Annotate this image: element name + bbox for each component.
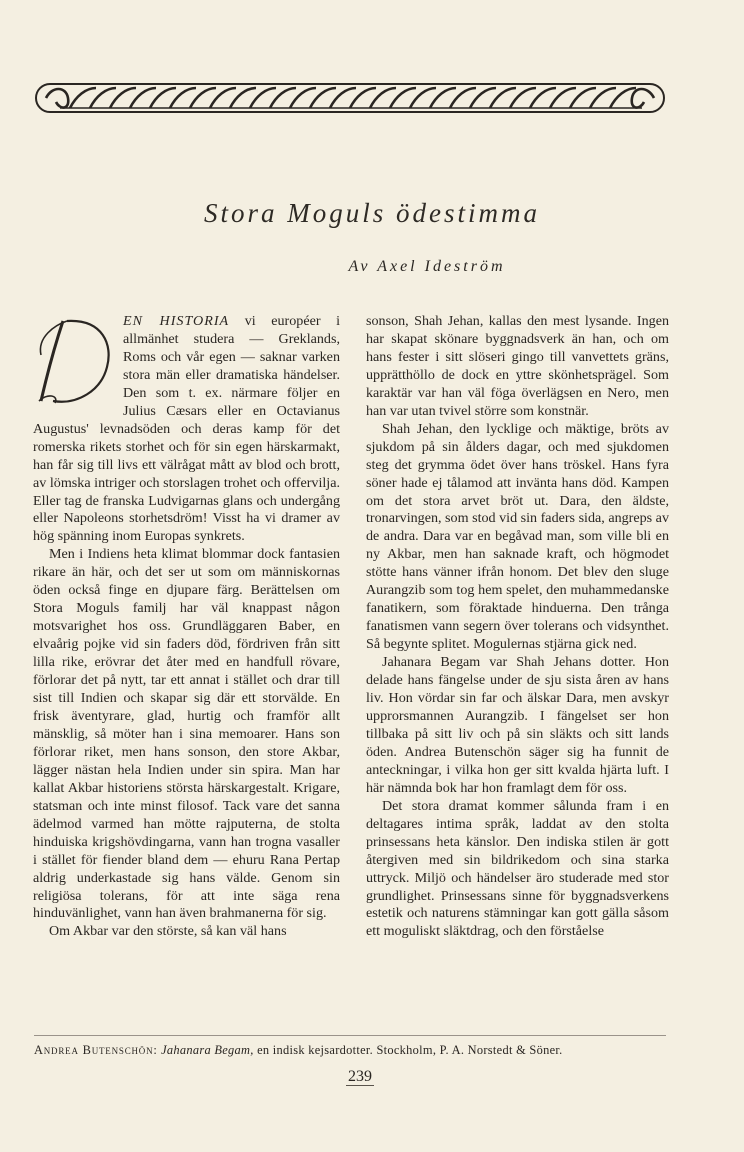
paragraph: Det stora dramat kommer sålunda fram i en deltagares intima språk, laddat av den stolta prinsessans heta känslor. Den indiska stilen är gott återgiven med sin bildrikedom och sina starka uttryck. Miljö och händelser äro studerade med stor grundlighet. Prinsessans sinne för byggnadsverkens estetik och naturens stämningar kan gott gälla såsom ett moguliskt släktdrag, och den förståelse — [366, 797, 669, 940]
footnote-author: Andrea Butenschön: — [34, 1043, 158, 1057]
article-title: Stora Moguls ödestimma — [204, 198, 540, 228]
ornamental-border-icon — [30, 78, 670, 118]
article-author: Av Axel Ideström — [348, 258, 506, 275]
right-column — [366, 313, 669, 941]
page-number — [0, 1068, 710, 1086]
paragraph: sonson, Shah Jehan, kallas den mest lysande. Ingen har skapat skönare byggnadsverk än han, och om hans fester i sitt slöseri gingo till vanvettets gräns, upprätthöllo de dock en yttre skönhetsprägel. Som karaktär var han väl föga överlägsen en Nero, men han var utan tvivel större som konstnär. — [366, 313, 669, 419]
opening-words: EN HISTORIA — [123, 313, 230, 329]
footnote-book: Jahanara Begam, — [161, 1043, 254, 1057]
paragraph: Jahanara Begam var Shah Jehans dotter. Hon delade hans fängelse under de sju sista åren av hans liv. Hon vördar sin far och älskar Dara, men avskyr upprorsmannen Aurangzib. I fängelset ser hon tillbaka på sitt liv och på sin släkts och sitt lands öden. Andrea Butenschön säger sig ha funnit de anteckningar, i vilka hon ger sitt kvalda hjärta luft. I här nämnda bok har hon framlagt dem för oss. — [366, 654, 669, 796]
page-number-text: 239 — [348, 1068, 372, 1085]
dropcap-d-icon — [33, 315, 115, 407]
paragraph: Shah Jehan, den lycklige och mäktige, bröts av sjukdom på sin ålders dagar, och med sjukdomen steg det grymma ödet över hans tröskel. Hans fyra söner hade ej tålamod att invänta hans död. Kampen om det stora arvet bröt ut. Dara, den äldste, tronarvingen, som stod vid sin faders sida, angreps av de andra. Dara var en begåvad man, som ville bli en ny Akbar, men han saknade kraft, och högmodet stötte hans vänner ifrån honom. Det blev den sluge Aurangzib som tog hem spelet, den muhammedanske fanatikern, som föraktade hinduerna. Den trånga fanatismen vann segern över tolerans och vidsynthet. Så begynte splitet. Mogulernas stjärna gick ned. — [366, 420, 669, 653]
left-column — [33, 313, 340, 941]
footnote — [34, 1043, 674, 1058]
paragraph: Men i Indiens heta klimat blommar dock fantasien rikare än här, och det ser ut som om människornas öden också finge en djupare färg. Berättelsen om Stora Moguls familj har väl knappast någon motsvarighet hos oss. Grundläggaren Baber, en elvaårig pojke vid sin faders död, fördriven från sitt lilla rike, erövrar det åter med en handfull rövare, förlorar det på nytt, tar ett annat i stället och drar till sist till Indien och skapar sig där ett storvälde. En frisk äventyrare, glad, hurtig och framför allt mänsklig, så möter han i sina memoarer. Hans son förlorar riket, men hans sonson, den store Akbar, lägger nästan hela Indien under sin spira. Man har kallat Akbar historiens största härskargestalt. Krigare, statsman och inte minst filosof. Tack vare det sanna ädelmod varmed han mötte rajputerna, de stolta hinduiska krigshövdingarna, vann han trogna vasaller i stället för fiender bland dem — ehuru Rana Pertap aldrig underkastade sig hans välde. Genom sin religiösa tolerans, för att inte säga rena hinduvänlighet, vann han även brahmanerna för sig. — [33, 546, 340, 922]
paragraph-text: vi européer i allmänhet studera — Greklands, Roms och vår egen — saknar varken stora män eller dramatiska händelser. Den som t. ex. närmare följer en Julius Cæsars eller en Octavianus Augustus' levnadsöden och deras kamp för det romerska rikets storhet och för sin egen härskarmakt, han får sig till livs ett välrågat mått av blod och brott, av lömska intriger och storslagen trohet och offervilja. Eller tag de franska Ludvigarnas glans och undergång eller Napoleons storhetsdröm! Visst ha vi dramer av hög spänning inom Europas synkrets. — [33, 313, 340, 545]
footnote-divider — [34, 1035, 666, 1036]
paragraph: Om Akbar var den störste, så kan väl hans — [49, 923, 287, 940]
footnote-rest: en indisk kejsardotter. Stockholm, P. A. Norstedt & Söner. — [257, 1043, 563, 1057]
